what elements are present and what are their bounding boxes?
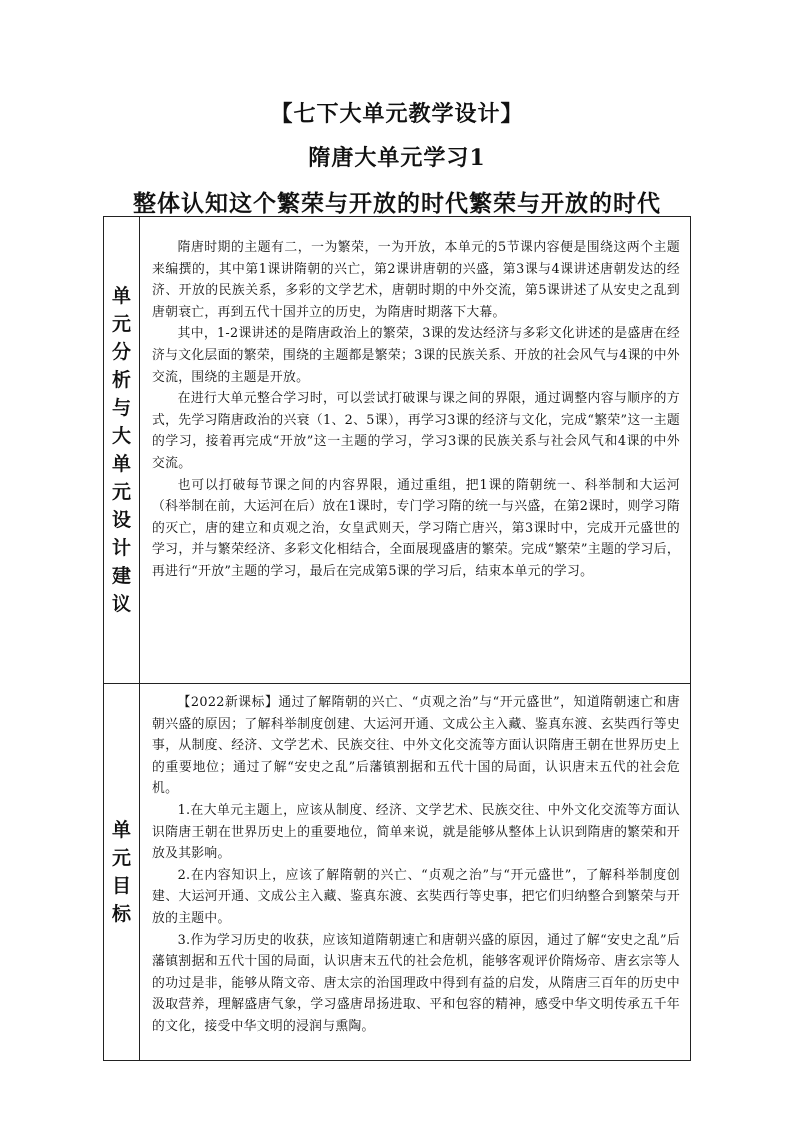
unit-design-table (103, 216, 691, 1061)
analysis-paragraph: 其中，1-2课讲述的是隋唐政治上的繁荣，3课的发达经济与多彩文化讲述的是盛唐在经济与文化层面的繁荣，围绕的主题都是繁荣；3课的民族关系、开放的社会风气与4课的中外交流，围绕的主题是开放。 (152, 326, 680, 385)
table-row-analysis (104, 217, 691, 684)
goals-paragraph: 1.在大单元主题上，应该从制度、经济、文学艺术、民族交往、中外文化交流等方面认识隋唐王朝在世界历史上的重要地位，简单来说，就是能够从整体上认识到隋唐的繁荣和开放及其影响。 (152, 802, 680, 862)
row-label-analysis: 单元分析与大单元设计建议 (111, 285, 131, 615)
row-content-cell (140, 217, 691, 684)
document-title: 【七下大单元教学设计】 (270, 101, 524, 127)
document-subtitle: 隋唐大单元学习1 (308, 145, 486, 171)
row-label-goals: 单元目标 (111, 819, 131, 925)
analysis-paragraph: 在进行大单元整合学习时，可以尝试打破课与课之间的界限，通过调整内容与顺序的方式，先学习隋唐政治的兴衰（1、2、5课），再学习3课的经济与文化，完成“繁荣”这一主题的学习，接着再完成“开放”这一主题的学习，学习3课的民族关系与社会风气和4课的中外交流。 (152, 391, 680, 471)
row-content-cell (140, 684, 691, 1061)
row-label-cell (104, 217, 140, 684)
goals-paragraph: 2.在内容知识上，应该了解隋朝的兴亡、“贞观之治”与“开元盛世”，了解科举制度创建、大运河开通、文成公主入藏、鉴真东渡、玄奘西行等史事，把它们归纳整合到繁荣与开放的主题中。 (152, 867, 680, 926)
table-row-goals (104, 684, 691, 1061)
goals-paragraph: 3.作为学习历史的收获，应该知道隋朝速亡和唐朝兴盛的原因，通过了解“安史之乱”后藩镇割据和五代十国的局面，认识唐末五代的社会危机，能够客观评价隋炀帝、唐玄宗等人的功过是非，能够从隋文帝、唐太宗的治国理政中得到有益的启发，从隋唐三百年的历史中汲取营养，理解盛唐气象，学习盛唐昂扬进取、平和包容的精神，感受中华文明传承五千年的文化，接受中华文明的浸润与熏陶。 (152, 932, 680, 1034)
document-heading: 整体认知这个繁荣与开放的时代繁荣与开放的时代 (133, 190, 661, 217)
analysis-paragraph: 也可以打破每节课之间的内容界限，通过重组，把1课的隋朝统一、科举制和大运河（科举制在前，大运河在后）放在1课时，专门学习隋的统一与兴盛，在第2课时，则学习隋的灭亡，唐的建立和贞观之治，女皇武则天，学习隋亡唐兴，第3课时中，完成开元盛世的学习，并与繁荣经济、多彩文化相结合，全面展现盛唐的繁荣。完成“繁荣”主题的学习后，再进行“开放”主题的学习，最后在完成第5课的学习后，结束本单元的学习。 (152, 477, 680, 579)
analysis-paragraph: 隋唐时期的主题有二，一为繁荣，一为开放，本单元的5节课内容便是围绕这两个主题来编撰的，其中第1课讲隋朝的兴亡，第2课讲唐朝的兴盛，第3课与4课讲述唐朝发达的经济、开放的民族关系，多彩的文学艺术，唐朝时期的中外交流，第5课讲述了从安史之乱到唐朝衰亡，再到五代十国并立的历史，为隋唐时期落下大幕。 (152, 240, 680, 320)
title-block (0, 96, 794, 222)
goals-paragraph: 【2022新课标】通过了解隋朝的兴亡、“贞观之治”与“开元盛世”，知道隋朝速亡和唐朝兴盛的原因；了解科举制度创建、大运河开通、文成公主入藏、鉴真东渡、玄奘西行等史事，从制度、经济、文学艺术、民族交往、中外文化交流等方面认识隋唐王朝在世界历史上的重要地位；通过了解“安史之乱”后藩镇割据和五代十国的局面，认识唐末五代的社会危机。 (152, 695, 680, 797)
row-label-cell (104, 684, 140, 1061)
